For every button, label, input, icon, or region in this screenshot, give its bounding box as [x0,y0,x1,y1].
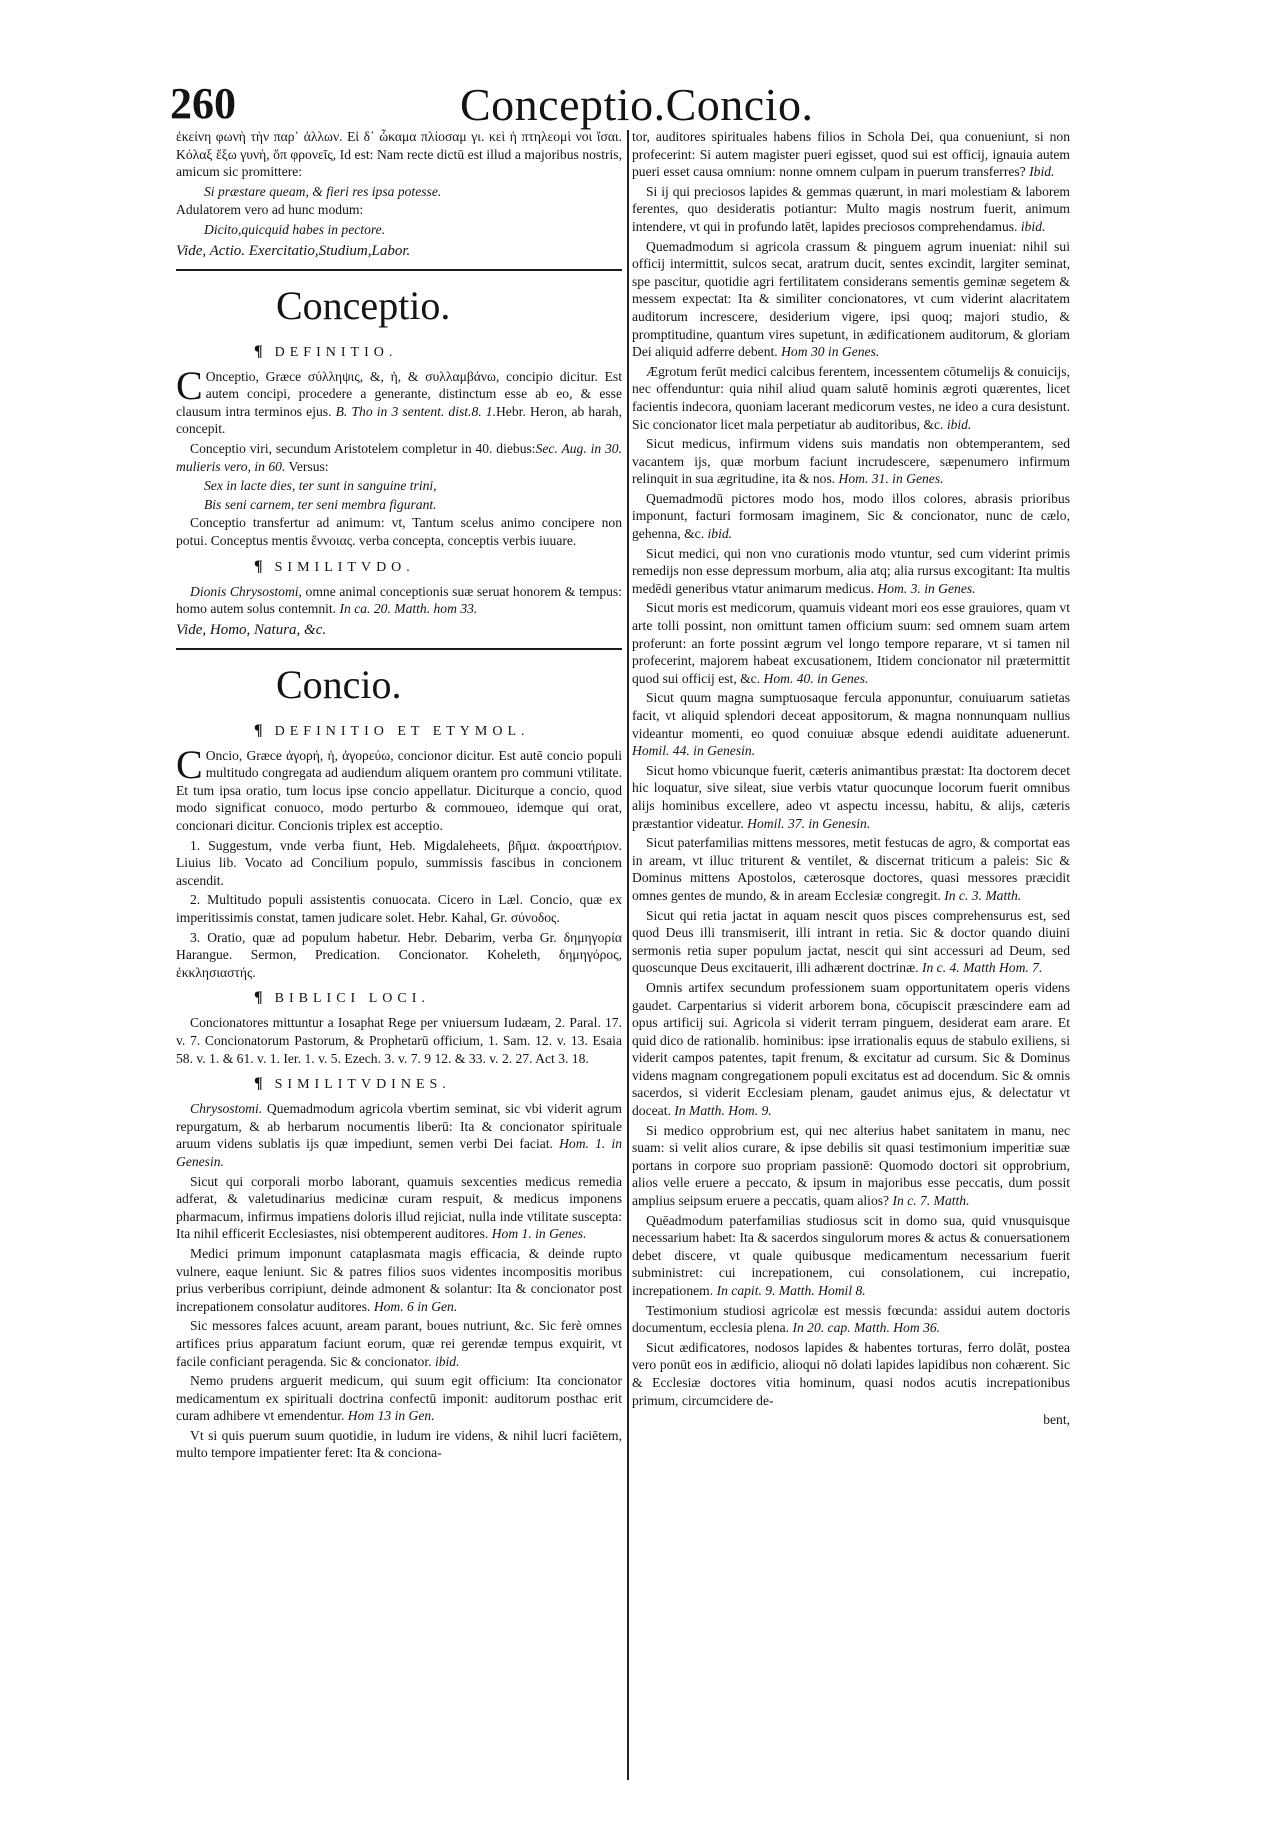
pilcrow-icon: ¶ [254,721,263,739]
paragraph: Omnis artifex secundum professionem suam opportunitatem operis videns gaudet. Carpentarius si viderit arborem bona, cōcupiscit præscindere eam ad opus artificij sui. Agricola si viderit terram pinguem, desiderat eam arare. Et quid dico de rationalib. hominibus: ipse irrationalis equus de stabulo exiliens, si viderit campos patentes, tapit frenum, & excitatur ad cursum. Sic & Dominus videns magnam congregationem populi excitatus est ad docendum. Sic & omnis sacerdos, si viderit Ecclesiam plenam, gaudet animus ejus, & delectatur vt doceat. In Matth. Hom. 9. [632,979,1070,1119]
similitude-paragraph: Medici primum imponunt cataplasmata magis efficacia, & deinde rupto vulnere, eaque leniunt. Sic & patres filios suos videntes incompositis moribus prius verberibus corripiunt, deinde admonent & solantur: Ita & concionator post increpationem consolatur auditores. Hom. 6 in Gen. [176,1245,622,1314]
subheading-biblici-loci: ¶ BIBLICI LOCI. [254,989,430,1007]
pilcrow-icon: ¶ [254,989,263,1007]
paragraph: Quēadmodum paterfamilias studiosus scit in domo sua, quid vnusquisque necessarium habet: Ita & sacerdos singulorum mores & actus & conuersationem debet discere, vt quale quibusque medicamentum necessarium fuerit subministret: cui increpationem, cui consolationem, cui increpatio, increpationem. In capit. 9. Matth. Homil 8. [632,1212,1070,1298]
paragraph: Quemadmodum si agricola crassum & pinguem agrum inueniat: nihil sui officij intermittit, sulcos secat, aratrum ducit, sentes excindit, largiter seminat, spe pascitur, quotidie agri fertilitatem considerans sementis geminæ segetem & messem expectat: Ita & similiter concionatores, vt cum viderint alacritatem auditorum increscere, desiderium vigere, ipsi quoq; majori studio, & promptitudine, quantum vires supetunt, in ædificationem auditorum, & gloriam Dei aliquid adferre debent. Hom 30 in Genes. [632,238,1070,360]
numbered-item: 3. Oratio, quæ ad populum habetur. Hebr. Debarim, verba Gr. δημηγορία Harangue. Sermon, Predication. Concionator. Koheleth, δημηγόρος, ἐκκλησιαστής. [176,929,622,980]
verse-line: Bis seni carnem, ter seni membra figurant. [204,496,437,512]
pilcrow-icon: ¶ [254,557,263,575]
left-column [176,128,622,1778]
paragraph: Conceptio viri, secundum Aristotelem completur in 40. diebus:Sec. Aug. in 30. mulieris vero, in 60. Versus: [176,440,622,474]
similitude-paragraph: Sic messores falces acuunt, aream parant, boues nutriunt, &c. Sic ferè omnes artifices prius apparatum faciunt eorum, quæ rei gerendæ tempus exquirit, vt facile conficiant peragenda. Sic & concionator. ibid. [176,1318,622,1369]
drop-cap: C [176,741,203,787]
subheading-definitio-etymol: ¶ DEFINITIO ET ETYMOL. [254,721,530,739]
numbered-item: 1. Suggestum, vnde verba fiunt, Heb. Migdaleheets, βῆμα. ἀκροατήριον. Liuius lib. Vocato ad Concilium populo, summissis fascibus in concionem ascendit. [176,837,622,888]
cross-reference: Vide, Homo, Natura, &c. [176,621,327,638]
section-rule [176,648,622,650]
paragraph: Sicut ædificatores, nodosos lapides & habentes torturas, ferro dolāt, postea vero ponūt eos in ædificio, alioqui nō dolati lapides lapidibus non cohærent. Sic & Ecclesiæ doctores vitia hominum, quasi nodos acutis increpationibus primum, circumcidere de- [632,1339,1070,1408]
definition-paragraph: C Oncio, Græce ἀγορή, ἡ, ἀγορεύω, concionor dicitur. Est autē concio populi multitudo congregata ad audiendum aliquem orantem pro communi vtilitate. Et tum ipsa oratio, tum locus ipse concio appellatur. Diciturque a concio, quod modo significat conuoco, modo perturbo & commoueo, idemque qui orat, concionari dicitur. Concionis triplex est acceptio. [176,741,622,834]
verse-line: Sex in lacte dies, ter sunt in sanguine trini, [204,478,437,494]
paragraph: Si ij qui preciosos lapides & gemmas quærunt, in mari molestiam & laborem ferentes, quo desideratis potiantur: Multo magis nostrum fuerit, animum intendere, vt qui in profundo latēt, lapides preciosos comprehendamus. ibid. [632,183,1070,234]
section-heading-conceptio: Conceptio. [276,282,451,328]
intro-paragraph-2: Adulatorem vero ad hunc modum: [176,202,364,218]
page-number: 260 [170,79,236,128]
paragraph: Quemadmodū pictores modo hos, modo illos colores, abrasis prioribus imponunt, facturi formosam imaginem, Sic & concionator, nunc de cælo, gehenna, &c. ibid. [632,490,1070,542]
paragraph: Sicut quum magna sumptuosaque fercula apponuntur, conuiuarum satietas facit, vt aliquid splendori deceat appositorum, & magna nonnunquam nullius videantur momenti, eo quod conuiuæ absque edendi auiditate aduenerunt. Homil. 44. in Genesin. [632,690,1070,759]
similitude-paragraph: Dionis Chrysostomi, omne animal conceptionis suæ seruat honorem & tempus: homo autem solus contemnit. In ca. 20. Matth. hom 33. [176,583,622,617]
paragraph: Sicut qui retia jactat in aquam nescit quos pisces comprehensurus est, sed quod Deus illi transmiserit, illi intrant in retia. Sic & doctor quando diuini sermonis retia super populum jactat, nescit qui sint accessuri ad Deum, sed quoscunque Deus excitauerit, illi adhærent doctrinæ. In c. 4. Matth Hom. 7. [632,907,1070,976]
similitude-paragraph: Nemo prudens arguerit medicum, qui suum egit officium: Ita concionator medicamentum ex spirituali doctrina confectū imponit: auditorum posthac erit curam adhibere vt emendentur. Hom 13 in Gen. [176,1373,622,1424]
paragraph: Sicut medici, qui non vno curationis modo vtuntur, sed cum viderint primis remedijs non esse depressum morbum, alia atq; alia rursus excogitant: Ita multis medēdi generibus vtatur animarum medicus. Hom. 3. in Genes. [632,545,1070,596]
verse-line-2: Dicito,quicquid habes in pectore. [204,221,386,237]
paragraph: Ægrotum ferūt medici calcibus ferentem, incessentem cōtumelijs & conuicijs, nec offenduntur: quia nihil aliud quam salutē hominis ægroti quærentes, licet facientis indecora, quoniam lacerant medicorum vestes, ne ideo a cura desistunt. Sic concionator licet mala perpetiatur ab auditoribus, &c. ibid. [632,363,1070,432]
section-rule [176,269,622,271]
running-title: Conceptio.Concio. [460,79,814,130]
pilcrow-icon: ¶ [254,1075,263,1093]
paragraph: Testimonium studiosi agricolæ est messis fœcunda: assidui autem doctoris documentum, ecclesia plena. In 20. cap. Matth. Hom 36. [632,1302,1070,1336]
similitude-paragraph: Sicut qui corporali morbo laborant, quamuis sexcenties medicus remedia adferat, & valetudinarius medicinæ curam respuit, & medicus imponens pharmacum, infirmus impatiens doloris illud rejiciat, nulla inde vtilitate suscepta: Ita nihil efficerit Ecclesiastes, nisi obtemperent auditores. Hom 1. in Genes. [176,1173,622,1242]
cross-reference: Vide, Actio. Exercitatio,Studium,Labor. [176,242,411,259]
paragraph: Sicut moris est medicorum, quamuis videant mori eos esse grauiores, quam vt arte tolli possint, non omittunt tamen officium suum: sed omnem suam artem proferunt: an forte possint ægrum vel longo tempore reparare, vt si tamen nil profecerint, majorem habeat excusationem, Itidem concionator nil prætermittit quod sui officij est, &c. Hom. 40. in Genes. [632,600,1070,686]
section-heading-concio: Concio. [276,661,402,707]
paragraph: Conceptio transfertur ad animum: vt, Tantum scelus animo concipere non potui. Conceptus mentis ἔννοιας. verba concepta, conceptis verbis iuuare. [176,515,622,548]
pilcrow-icon: ¶ [254,342,263,360]
column-divider [627,130,629,1780]
subheading-definitio: ¶ DEFINITIO. [254,342,398,360]
verse-line: Si præstare queam, & fieri res ipsa potesse. [204,183,442,199]
catchword: bent, [1043,1412,1070,1428]
paragraph: Si medico opprobrium est, qui nec alterius habet sanitatem in manu, nec suam: si velit alios curare, & ipse debilis sit quasi testimonium imperitiæ suæ portans in corpore suo propriam passionē: Quomodo doctori sit opprobrium, alios velle eruere a peccato, & ipsum in majoribus esse peccatis, dum possit amplius seipsum eruere a peccatis, quam alios? In c. 7. Matth. [632,1122,1070,1209]
drop-cap: C [176,362,203,408]
numbered-item: 2. Multitudo populi assistentis conuocata. Cicero in Læl. Concio, quæ ex imperitissimis constat, tamen judicare solet. Hebr. Kahal, Gr. σύνοδος. [176,892,622,926]
paragraph: Concionatores mittuntur a Iosaphat Rege per vniuersum Iudæam, 2. Paral. 17. v. 7. Concionatorum Pastorum, & Prophetarū officium, 1. Sam. 12. v. 13. Esaia 58. v. 1. & 61. v. 1. Ier. 1. v. 5. Ezech. 3. v. 7. 9 12. & 33. v. 2. 27. Act 3. 18. [176,1015,622,1066]
paragraph: Sicut paterfamilias mittens messores, metit festucas de agro, & comportat eas in aream, vt illuc triturent & ventilet, & discernat triticum a paleis: Sic & Dominus mittens Apostolos, cæterosque doctores, quasi messores præcidit omnes gentes de mundo, & in aream Ecclesiæ congregit. In c. 3. Matth. [632,835,1070,903]
subheading-similitudo: ¶ SIMILITVDO. [254,557,415,575]
similitude-paragraph: Vt si quis puerum suum quotidie, in ludum ire videns, & nihil lucri faciētem, multo tempore impatienter feret: Ita & conciona- [176,1427,622,1461]
paragraph: Sicut medicus, infirmum videns suis mandatis non obtemperantem, sed vacantem ijs, quæ morbum faciunt incrudescere, sæpenumero infirmum relinquit in sua ægritudine, ita & nos. Hom. 31. in Genes. [632,436,1070,487]
paragraph: tor, auditores spirituales habens filios in Schola Dei, qua conueniunt, si non profecerint: Si autem magister pueri egisset, quod sui est officij, ignauia autem pueri esset causa omnium: nonne omnem culpam in puerum transferres? Ibid. [632,129,1070,180]
definition-paragraph: C Onceptio, Græce σύλληψις, &, ἡ, & συλλαμβάνω, concipio dicitur. Est autem concipi, procedere a generante, distinctum esse ab eo, & esse clausum intra terminos ejus. B. Tho in 3 sentent. dist.8. 1.Hebr. Heron, ab harah, concepit. [176,362,622,437]
subheading-similitudines: ¶ SIMILITVDINES. [254,1075,451,1093]
intro-paragraph: ἐκείνη φωνὴ τὴν παρ᾽ ἀλλων. Εἰ δ᾽ ὧκαμα πλίοσαμ γι. κεὶ ἡ πτηλεομὶ νοι ἴσαι. Κόλαξ ἕξω γυνὴ, ὅπ φρονεῖς, Id est: Nam recte dictū est illud a majoribus nostris, amicum sic promittere: [176,129,622,180]
similitude-paragraph: Chrysostomi. Quemadmodum agricola vbertim seminat, sic vbi viderit agrum repurgatum, & ab herbarum nocumentis liberū: Ita & concionator spirituale aruum videns sublatis ijs quæ impediunt, semen verbi Dei faciat. Hom. 1. in Genesin. [176,1101,622,1169]
right-column [632,128,1070,1778]
paragraph: Sicut homo vbicunque fuerit, cæteris animantibus præstat: Ita doctorem decet hic loquatur, sive sileat, siue verbis vtatur quocunque locorum fuerit omnibus alijs hominibus excellere, adeo vt aspectu incessu, habitu, & alijs, cæteris præstantior videatur. Homil. 37. in Genesin. [632,762,1070,831]
